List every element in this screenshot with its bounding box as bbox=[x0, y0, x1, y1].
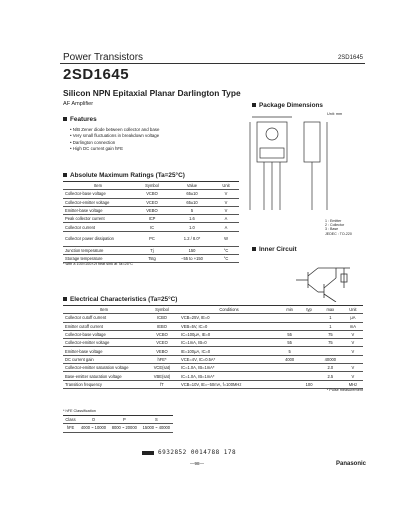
char-min: 4000 bbox=[279, 355, 300, 363]
char-typ bbox=[300, 322, 318, 330]
char-item: Emitter cutoff current bbox=[63, 322, 145, 330]
char-symbol: VCEO bbox=[145, 339, 179, 347]
pin-label: 2 : Collector bbox=[325, 223, 345, 228]
char-typ bbox=[300, 347, 318, 355]
char-unit: V bbox=[343, 347, 363, 355]
electrical-col-header: Conditions bbox=[179, 306, 279, 314]
table-row bbox=[63, 364, 363, 372]
hfe-classification bbox=[63, 409, 173, 433]
rating-symbol: IC bbox=[133, 223, 171, 231]
char-typ bbox=[300, 330, 318, 338]
char-unit: MHz bbox=[343, 380, 363, 388]
rating-value: −55 to +150 bbox=[171, 255, 213, 263]
char-symbol: VEBO bbox=[145, 347, 179, 355]
char-conditions: IC=1mA, IB=0 bbox=[179, 339, 279, 347]
ratings-col-header: Symbol bbox=[133, 182, 171, 190]
electrical-table bbox=[63, 305, 363, 389]
electrical-col-header: Unit bbox=[343, 306, 363, 314]
feature-item: • N/B Zener diode between collector and base bbox=[70, 127, 159, 133]
rank-col-header: S bbox=[140, 416, 173, 424]
header-part-code: 2SD1645 bbox=[337, 55, 363, 61]
package-drawing bbox=[242, 112, 370, 230]
part-number: 2SD1645 bbox=[63, 66, 130, 83]
char-item: DC current gain bbox=[63, 355, 145, 363]
pin-legend bbox=[325, 219, 352, 236]
circuit-title: Inner Circuit bbox=[252, 246, 297, 253]
ratings-col-header: Item bbox=[63, 182, 133, 190]
table-row bbox=[63, 339, 363, 347]
rating-unit: W bbox=[213, 231, 239, 246]
char-conditions: IE=100μA, IC=0 bbox=[179, 347, 279, 355]
rating-unit: V bbox=[213, 190, 239, 198]
features-title: Features bbox=[63, 116, 97, 123]
char-unit: mA bbox=[343, 322, 363, 330]
char-conditions: IC=100μA, IE=0 bbox=[179, 330, 279, 338]
table-row bbox=[63, 330, 363, 338]
package-unit: Unit: mm bbox=[327, 112, 343, 116]
char-typ bbox=[300, 355, 318, 363]
rating-item: Collector-base voltage bbox=[63, 190, 133, 198]
table-row bbox=[63, 198, 239, 206]
char-min: 55 bbox=[279, 330, 300, 338]
rank-title: * hFE Classification bbox=[63, 409, 96, 413]
rating-item: Peak collector current bbox=[63, 215, 133, 223]
char-unit: V bbox=[343, 364, 363, 372]
electrical-col-header: max bbox=[318, 306, 343, 314]
ratings-col-header: Value bbox=[171, 182, 213, 190]
char-typ bbox=[300, 314, 318, 322]
rating-value: 65±10 bbox=[171, 198, 213, 206]
rating-symbol: PC bbox=[133, 231, 171, 246]
rating-value: 1.0 bbox=[171, 223, 213, 231]
table-row bbox=[63, 355, 363, 363]
table-row bbox=[63, 347, 363, 355]
rating-unit: °C bbox=[213, 246, 239, 254]
package-standard: JEDEC : TO-220 bbox=[325, 231, 352, 236]
char-unit: V bbox=[343, 339, 363, 347]
rating-value: 5 bbox=[171, 206, 213, 214]
char-symbol: VCE(sat) bbox=[145, 364, 179, 372]
char-typ: 100 bbox=[300, 380, 318, 388]
char-unit: V bbox=[343, 330, 363, 338]
inner-circuit-diagram bbox=[294, 258, 354, 302]
rank-col-header: Class bbox=[63, 416, 78, 424]
char-min bbox=[279, 380, 300, 388]
char-conditions: VCB=25V, IE=0 bbox=[179, 314, 279, 322]
char-max: 2.5 bbox=[318, 372, 343, 380]
char-item: Base-emitter saturation voltage bbox=[63, 372, 145, 380]
page-number: —98— bbox=[190, 461, 205, 466]
char-symbol: VCBO bbox=[145, 330, 179, 338]
char-unit: μA bbox=[343, 314, 363, 322]
document-category: Power Transistors bbox=[63, 52, 144, 63]
char-item: Collector-emitter voltage bbox=[63, 339, 145, 347]
rank-col-header: O bbox=[78, 416, 109, 424]
char-conditions: VCE=4V, IC=0.5A* bbox=[179, 355, 279, 363]
rating-unit: V bbox=[213, 198, 239, 206]
rating-unit: A bbox=[213, 223, 239, 231]
char-min: 5 bbox=[279, 347, 300, 355]
rating-symbol: ICP bbox=[133, 215, 171, 223]
char-max: 1 bbox=[318, 322, 343, 330]
table-row bbox=[63, 223, 239, 231]
char-max: 1 bbox=[318, 314, 343, 322]
application: AF Amplifier bbox=[63, 101, 94, 107]
footer-barcode: 6932852 0014788 178 bbox=[142, 449, 236, 456]
rating-item: Emitter-base voltage bbox=[63, 206, 133, 214]
char-unit bbox=[343, 355, 363, 363]
char-typ bbox=[300, 364, 318, 372]
rating-unit: °C bbox=[213, 255, 239, 263]
ratings-note: * with a 100×100×2t heat sink at Ta=25°C bbox=[63, 262, 133, 266]
pin-label: 1 : Emitter bbox=[325, 219, 342, 223]
rating-value: 150 bbox=[171, 246, 213, 254]
rank-cell: hFE bbox=[63, 424, 78, 432]
char-conditions: VCB=10V, IE=−50mA, f=100MHz bbox=[179, 380, 279, 388]
rating-value: 65±10 bbox=[171, 190, 213, 198]
char-conditions: IC=1.0A, IB=1mA* bbox=[179, 372, 279, 380]
char-symbol: IEBO bbox=[145, 322, 179, 330]
table-row bbox=[63, 206, 239, 214]
table-row bbox=[63, 322, 363, 330]
rank-table bbox=[63, 415, 173, 433]
rating-symbol: Tj bbox=[133, 246, 171, 254]
ratings-col-header: Unit bbox=[213, 182, 239, 190]
table-row bbox=[63, 190, 239, 198]
ratings-table bbox=[63, 181, 239, 263]
electrical-col-header: typ bbox=[300, 306, 318, 314]
rating-symbol: VCEO bbox=[133, 198, 171, 206]
table-row bbox=[63, 215, 239, 223]
char-symbol: fT bbox=[145, 380, 179, 388]
table-row bbox=[63, 231, 239, 246]
char-item: Transition frequency bbox=[63, 380, 145, 388]
char-min bbox=[279, 322, 300, 330]
char-max bbox=[318, 347, 343, 355]
rank-cell: 8000 ~ 20000 bbox=[109, 424, 140, 432]
rating-symbol: VCBO bbox=[133, 190, 171, 198]
char-conditions: VEB=5V, IC=0 bbox=[179, 322, 279, 330]
rank-cell: 4000 ~ 10000 bbox=[78, 424, 109, 432]
char-typ bbox=[300, 372, 318, 380]
char-symbol: ICBO bbox=[145, 314, 179, 322]
char-min bbox=[279, 372, 300, 380]
char-unit: V bbox=[343, 372, 363, 380]
electrical-col-header: Symbol bbox=[145, 306, 179, 314]
feature-item: • High DC current gain hFE bbox=[70, 146, 159, 152]
char-item: Collector cutoff current bbox=[63, 314, 145, 322]
rank-cell: 15000 ~ 40000 bbox=[140, 424, 173, 432]
char-min bbox=[279, 314, 300, 322]
table-row bbox=[63, 314, 363, 322]
rating-value: 1.2 / 8.0* bbox=[171, 231, 213, 246]
device-subtitle: Silicon NPN Epitaxial Planar Darlington Type bbox=[63, 88, 241, 98]
char-item: Collector-emitter saturation voltage bbox=[63, 364, 145, 372]
table-row bbox=[63, 246, 239, 254]
electrical-note: * Pulse measurement bbox=[326, 388, 363, 392]
package-title: Package Dimensions bbox=[252, 102, 323, 109]
rank-col-header: P bbox=[109, 416, 140, 424]
char-min: 55 bbox=[279, 339, 300, 347]
electrical-col-header: min bbox=[279, 306, 300, 314]
feature-item: • Darlington connection bbox=[70, 140, 159, 146]
char-symbol: hFE* bbox=[145, 355, 179, 363]
ratings-title: Absolute Maximum Ratings (Ta=25°C) bbox=[63, 172, 185, 179]
char-max: 75 bbox=[318, 330, 343, 338]
char-symbol: VBE(sat) bbox=[145, 372, 179, 380]
char-typ bbox=[300, 339, 318, 347]
header-rule bbox=[60, 63, 365, 64]
table-row bbox=[63, 380, 363, 388]
char-item: Emitter-base voltage bbox=[63, 347, 145, 355]
char-max: 40000 bbox=[318, 355, 343, 363]
rating-item: Storage temperature bbox=[63, 255, 133, 263]
electrical-col-header: Item bbox=[63, 306, 145, 314]
table-row bbox=[63, 372, 363, 380]
rating-unit: A bbox=[213, 215, 239, 223]
rating-value: 1.6 bbox=[171, 215, 213, 223]
rating-symbol: Tstg bbox=[133, 255, 171, 263]
table-row bbox=[63, 424, 173, 432]
rating-item: Collector current bbox=[63, 223, 133, 231]
rating-item: Collector-emitter voltage bbox=[63, 198, 133, 206]
pin-label: 3 : Base bbox=[325, 227, 339, 232]
rating-unit: V bbox=[213, 206, 239, 214]
rating-symbol: VEBO bbox=[133, 206, 171, 214]
features-list bbox=[70, 127, 159, 152]
char-min bbox=[279, 364, 300, 372]
brand-logo: Panasonic bbox=[335, 461, 366, 467]
char-item: Collector-base voltage bbox=[63, 330, 145, 338]
feature-item: • Very small fluctuations in breakdown voltage bbox=[70, 133, 159, 139]
char-max: 2.0 bbox=[318, 364, 343, 372]
electrical-title: Electrical Characteristics (Ta=25°C) bbox=[63, 296, 177, 303]
char-conditions: IC=1.0A, IB=1mA* bbox=[179, 364, 279, 372]
rating-item: Collector power dissipation bbox=[63, 231, 133, 246]
rating-item: Junction temperature bbox=[63, 246, 133, 254]
char-max: 75 bbox=[318, 339, 343, 347]
